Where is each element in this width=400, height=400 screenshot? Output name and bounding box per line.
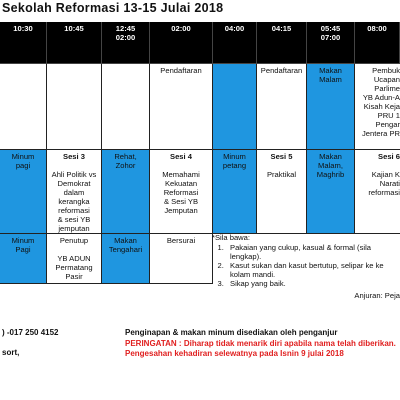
warning-text: : Diharap tidak menarik diri apabila nama telah diberikan. Pengesahan kehadiran selewatnya pada Isnin 9 julai 2018 [125, 339, 396, 358]
anjuran-text: Anjuran: Peja [354, 291, 400, 300]
row2-sesi-6: Sesi 6 Kajian K Narati reformasi [355, 150, 400, 234]
row1-cell-2 [47, 64, 102, 150]
time-header-8: 08:00 [355, 22, 400, 64]
row2-minum-petang: Minum petang [213, 150, 257, 234]
notes-item: 3. Sikap yang baik. [226, 279, 400, 288]
row2-sesi-3: Sesi 3 Ahli Politik vs Demokrat dalam kerangka reformasi & sesi YB jemputan [47, 150, 102, 234]
time-header-4: 02:00 [150, 22, 213, 64]
row1-cell-5 [213, 64, 257, 150]
notes-heading: *Sila bawa: [212, 233, 250, 242]
time-header-7: 05:45 07:00 [307, 22, 355, 64]
phone-number: ) -017 250 4152 [2, 328, 59, 337]
row1-pendaftaran-1: Pendaftaran [150, 64, 213, 150]
time-header-1: 10:30 [0, 22, 47, 64]
row2-minum-pagi: Minum pagi [0, 150, 47, 234]
row3-makan-tengahari: Makan Tengahari [102, 234, 150, 284]
notes-section [212, 233, 400, 300]
row2-sesi-4: Sesi 4 Memahami Kekuatan Reformasi & Sesi YB Jemputan [150, 150, 213, 234]
row1-cell-3 [102, 64, 150, 150]
page-title: Sekolah Reformasi 13-15 Julai 2018 [2, 1, 224, 15]
row1-cell-1 [0, 64, 47, 150]
time-header-2: 10:45 [47, 22, 102, 64]
warning-note [125, 339, 400, 359]
row1-pembukaan: Pembuk Ucapan Parlime YB Adun-A Kisah Keja PRU 1 Pengar Jentera PR [355, 64, 400, 150]
time-header-6: 04:15 [257, 22, 307, 64]
row3-minum-pagi: Minum Pagi [0, 234, 47, 284]
notes-item: 2. Kasut sukan dan kasut bertutup, selipar ke ke kolam mandi. [226, 261, 400, 279]
warning-label: PERINGATAN [125, 339, 177, 348]
row2-sesi-5: Sesi 5 Praktikal [257, 150, 307, 234]
row2-makan-malam-maghrib: Makan Malam, Maghrib [307, 150, 355, 234]
time-header-3: 12:45 02:00 [102, 22, 150, 64]
accommodation-note: Penginapan & makan minum disediakan oleh penganjur [125, 328, 338, 337]
row1-pendaftaran-2: Pendaftaran [257, 64, 307, 150]
row3-bersurai: Bersurai [150, 234, 213, 284]
notes-list [212, 243, 400, 288]
notes-item: 1. Pakaian yang cukup, kasual & formal (sila lengkap). [226, 243, 400, 261]
resort-text: sort, [2, 348, 20, 357]
time-header-5: 04:00 [213, 22, 257, 64]
row1-makan-malam: Makan Malam [307, 64, 355, 150]
row2-rehat-zohor: Rehat, Zohor [102, 150, 150, 234]
row3-penutup: Penutup YB ADUN Permatang Pasir [47, 234, 102, 284]
